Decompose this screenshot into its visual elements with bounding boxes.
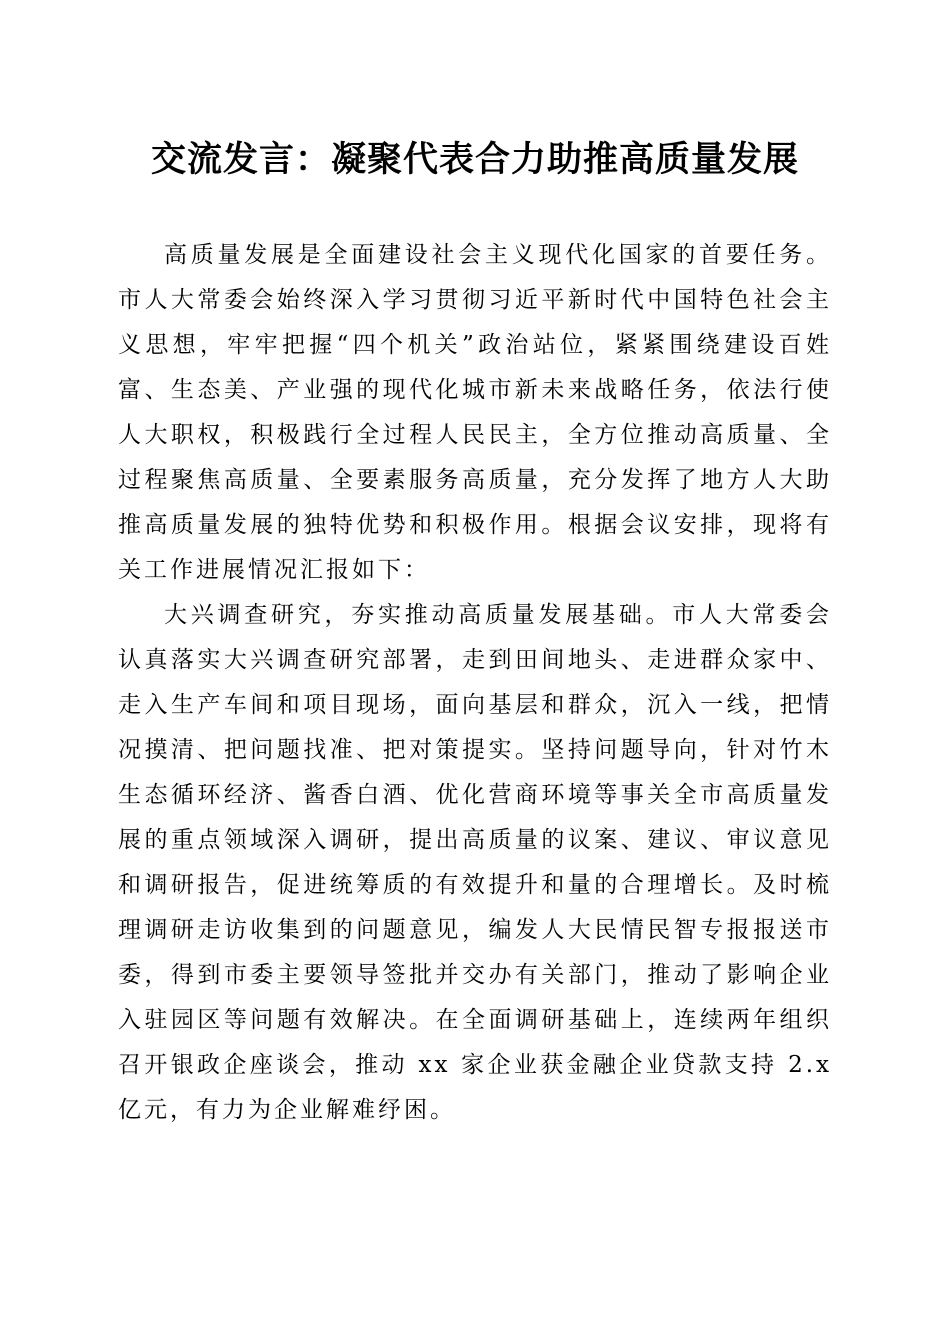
document-title: 交流发言：凝聚代表合力助推高质量发展 — [150, 139, 799, 180]
document-body — [118, 233, 832, 1133]
paragraph-research: 大兴调查研究，夯实推动高质量发展基础。市人大常委会认真落实大兴调查研究部署，走到田间地头、走进群众家中、走入生产车间和项目现场，面向基层和群众，沉入一线，把情况摸清、把问题找准、把对策提实。坚持问题导向，针对竹木生态循环经济、酱香白酒、优化营商环境等事关全市高质量发展的重点领域深入调研，提出高质量的议案、建议、审议意见和调研报告，促进统筹质的有效提升和量的合理增长。及时梳理调研走访收集到的问题意见，编发人大民情民智专报报送市委，得到市委主要领导签批并交办有关部门，推动了影响企业入驻园区等问题有效解决。在全面调研基础上，连续两年组织召开银政企座谈会，推动 xx 家企业获金融企业贷款支持 2.x 亿元，有力为企业解难纾困。 — [118, 602, 832, 1123]
paragraph-intro: 高质量发展是全面建设社会主义现代化国家的首要任务。市人大常委会始终深入学习贯彻习近平新时代中国特色社会主义思想，牢牢把握“四个机关”政治站位，紧紧围绕建设百姓富、生态美、产业强的现代化城市新未来战略任务，依法行使人大职权，积极践行全过程人民民主，全方位推动高质量、全过程聚焦高质量、全要素服务高质量，充分发挥了地方人大助推高质量发展的独特优势和积极作用。根据会议安排，现将有关工作进展情况汇报如下： — [118, 242, 832, 583]
